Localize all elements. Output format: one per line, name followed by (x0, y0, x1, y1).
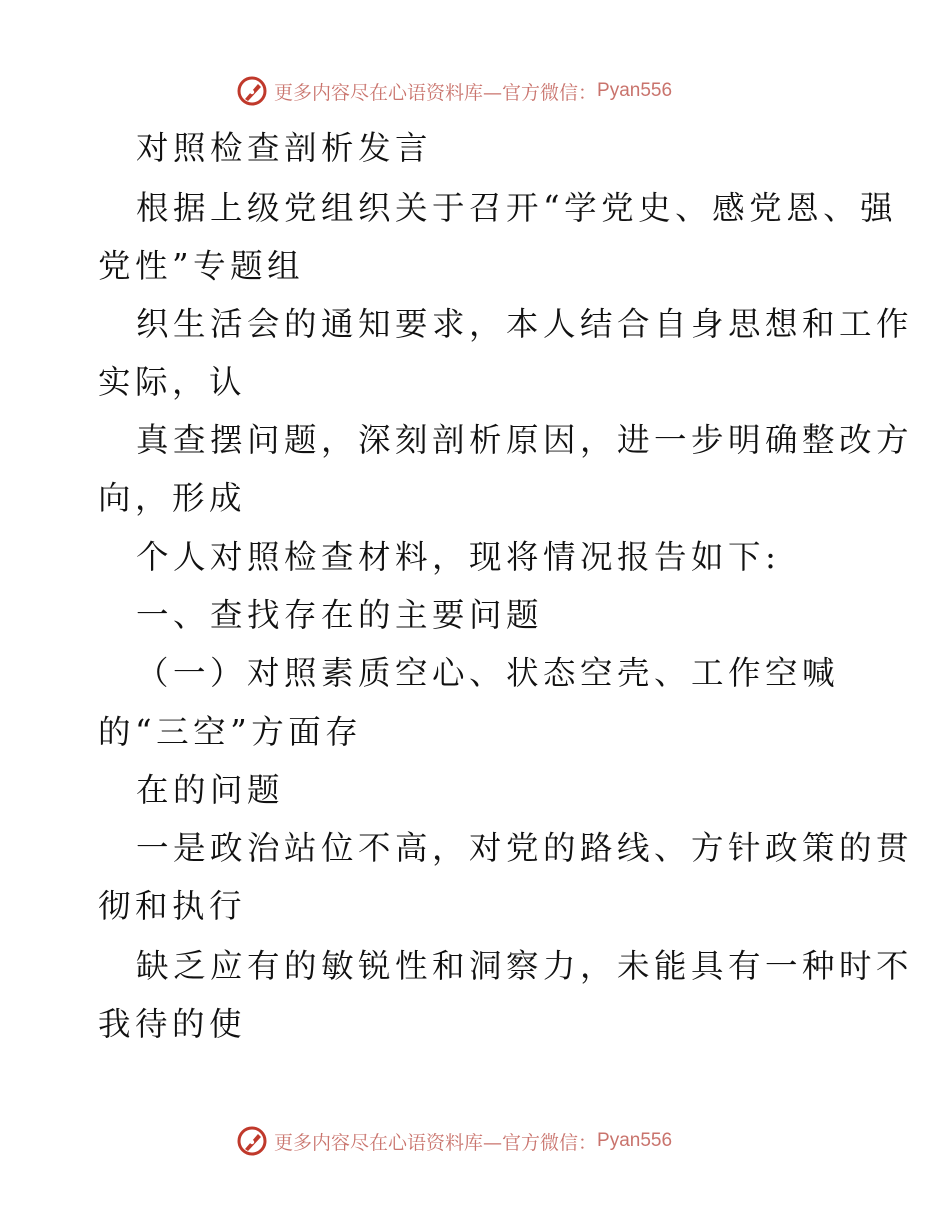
paragraph-line: 根据上级党组织关于召开“学党史、感党恩、强 (136, 189, 898, 227)
paragraph-line: 缺乏应有的敏锐性和洞察力，未能具有一种时不 (136, 947, 914, 985)
watermark-text: 更多内容尽在心语资料库—官方微信： (274, 1131, 598, 1154)
watermark-footer (236, 1124, 672, 1158)
paragraph-line: 织生活会的通知要求，本人结合自身思想和工作 (136, 305, 914, 343)
watermark-wechat-id: Pyan556 (597, 80, 673, 101)
subsection-heading: （一）对照素质空心、状态空壳、工作空喊 (136, 654, 840, 692)
paragraph-line: 个人对照检查材料，现将情况报告如下: (136, 538, 781, 576)
paragraph-line: 真查摆问题，深刻剖析原因，进一步明确整改方 (136, 421, 914, 459)
paragraph-line: 彻和执行 (98, 887, 247, 925)
paragraph-line: 一是政治站位不高，对党的路线、方针政策的贯 (136, 829, 914, 867)
pen-logo-icon (236, 1125, 268, 1157)
pen-logo-icon (236, 75, 268, 107)
paragraph-line: 在的问题 (136, 771, 285, 809)
section-heading: 一、查找存在的主要问题 (136, 596, 544, 634)
watermark-header (236, 74, 672, 108)
paragraph-line: 的“三空”方面存 (98, 713, 363, 751)
doc-title: 对照检查剖析发言 (136, 129, 433, 167)
paragraph-line: 实际，认 (98, 363, 247, 401)
watermark-text: 更多内容尽在心语资料库—官方微信： (274, 81, 598, 104)
paragraph-line: 党性”专题组 (98, 247, 305, 285)
paragraph-line: 向，形成 (98, 479, 247, 517)
watermark-wechat-id: Pyan556 (597, 1130, 673, 1151)
paragraph-line: 我待的使 (98, 1005, 247, 1043)
